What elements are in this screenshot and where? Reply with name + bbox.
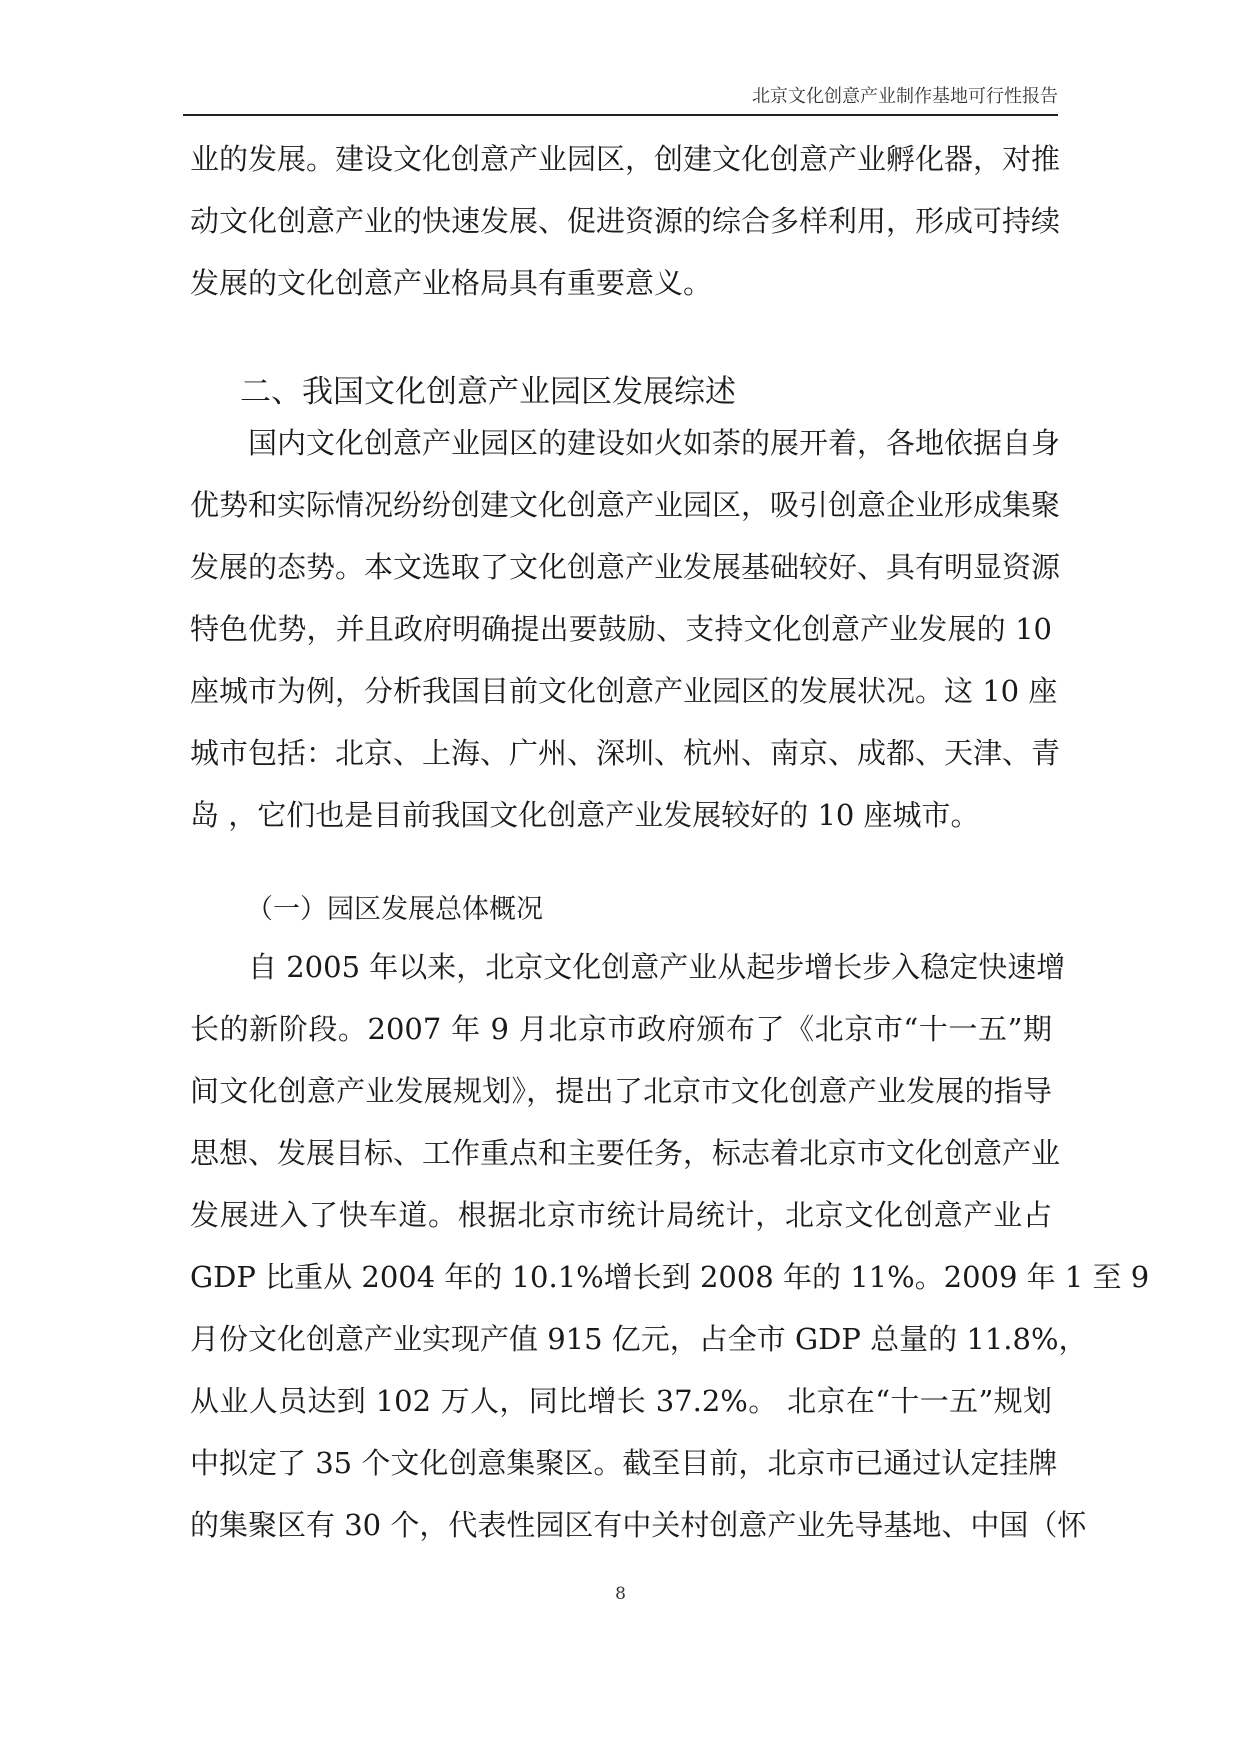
text-line: 特色优势，并且政府明确提出要鼓励、支持文化创意产业发展的 10 (190, 612, 1052, 646)
text-line: GDP 比重从 2004 年的 10.1%增长到 2008 年的 11%。2009 年 1 至 9 (190, 1260, 1150, 1294)
text-line: 思想、发展目标、工作重点和主要任务，标志着北京市文化创意产业 (190, 1136, 1061, 1170)
text-line: 的集聚区有 30 个，代表性园区有中关村创意产业先导基地、中国（怀 (190, 1508, 1087, 1542)
text-line: 自 2005 年以来，北京文化创意产业从起步增长步入稳定快速增 (190, 950, 1066, 984)
text-line: 优势和实际情况纷纷创建文化创意产业园区，吸引创意企业形成集聚 (190, 488, 1061, 522)
text-line: 长的新阶段。2007 年 9 月北京市政府颁布了《北京市“十一五”期 (190, 1012, 1052, 1046)
paragraph-continued (190, 128, 1061, 314)
text-line: 业的发展。建设文化创意产业园区，创建文化创意产业孵化器，对推 (190, 142, 1061, 176)
text-line: 间文化创意产业发展规划》，提出了北京市文化创意产业发展的指导 (190, 1074, 1052, 1108)
text-line: 岛 ，它们也是目前我国文化创意产业发展较好的 10 座城市。 (190, 798, 980, 832)
header-divider (183, 114, 1058, 116)
running-header: 北京文化创意产业制作基地可行性报告 (752, 86, 1058, 107)
text-line: 座城市为例，分析我国目前文化创意产业园区的发展状况。这 10 座 (190, 674, 1058, 708)
paragraph-intro (190, 412, 1061, 846)
text-line: 发展进入了快车道。根据北京市统计局统计，北京文化创意产业占 (190, 1198, 1052, 1232)
text-line: 从业人员达到 102 万人，同比增长 37.2%。 北京在“十一五”规划 (190, 1384, 1052, 1418)
section-heading: 二、我国文化创意产业园区发展综述 (240, 374, 736, 410)
subsection-heading: （一）园区发展总体概况 (246, 894, 543, 925)
text-line: 中拟定了 35 个文化创意集聚区。截至目前，北京市已通过认定挂牌 (190, 1446, 1058, 1480)
text-line: 城市包括：北京、上海、广州、深圳、杭州、南京、成都、天津、青 (190, 736, 1061, 770)
text-line: 月份文化创意产业实现产值 915 亿元，占全市 GDP 总量的 11.8%， (190, 1322, 1088, 1356)
text-line: 发展的文化创意产业格局具有重要意义。 (190, 266, 713, 300)
text-line: 发展的态势。本文选取了文化创意产业发展基础较好、具有明显资源 (190, 550, 1061, 584)
text-line: 动文化创意产业的快速发展、促进资源的综合多样利用，形成可持续 (190, 204, 1061, 238)
paragraph-beijing (190, 936, 1150, 1556)
page-number: 8 (615, 1584, 626, 1604)
text-line: 国内文化创意产业园区的建设如火如荼的展开着，各地依据自身 (190, 426, 1061, 460)
